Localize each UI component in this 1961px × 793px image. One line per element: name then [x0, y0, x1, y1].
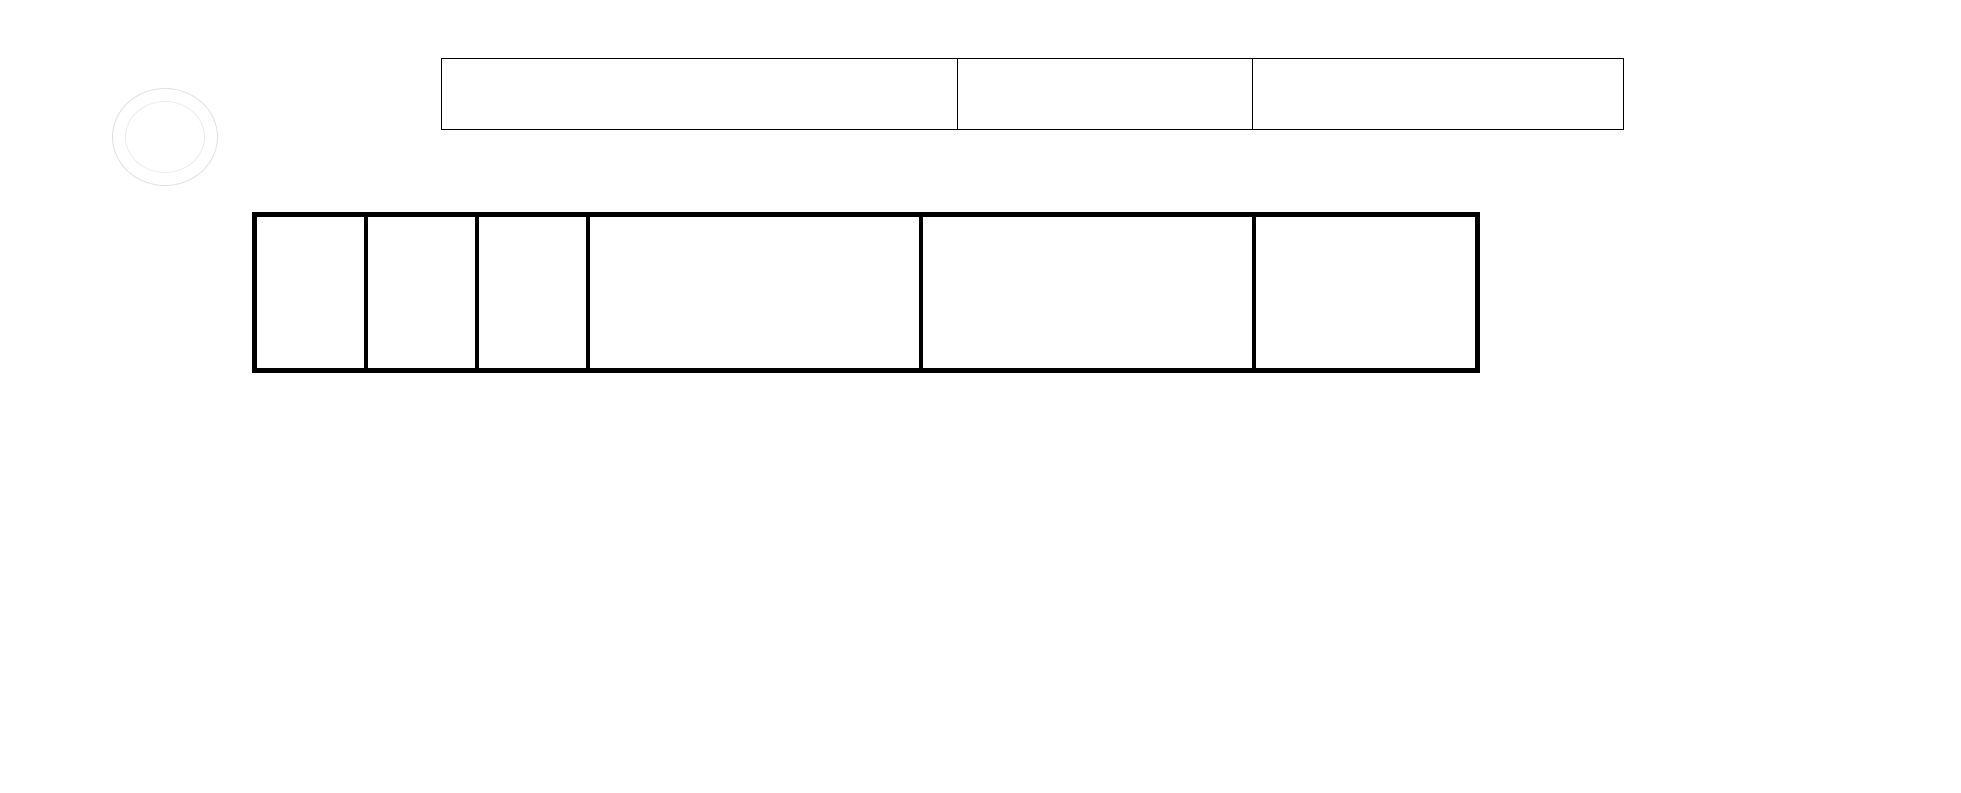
instructions-es: [1520, 574, 1900, 782]
instructions-en: [1520, 314, 1900, 522]
office-header-row: [257, 217, 1476, 369]
office-board-of-education: [588, 217, 921, 369]
office-councilmen: [1254, 217, 1476, 369]
town-box: [441, 58, 958, 130]
date-box: [1253, 58, 1624, 130]
primary-box: [958, 58, 1253, 130]
ballot-grid: [256, 216, 1476, 369]
column-2-header: [366, 217, 477, 369]
column-3-header: [477, 217, 588, 369]
office-city-sheriff: [921, 217, 1254, 369]
state-seal-watermark: [112, 88, 218, 186]
office-mayor: [257, 217, 367, 369]
